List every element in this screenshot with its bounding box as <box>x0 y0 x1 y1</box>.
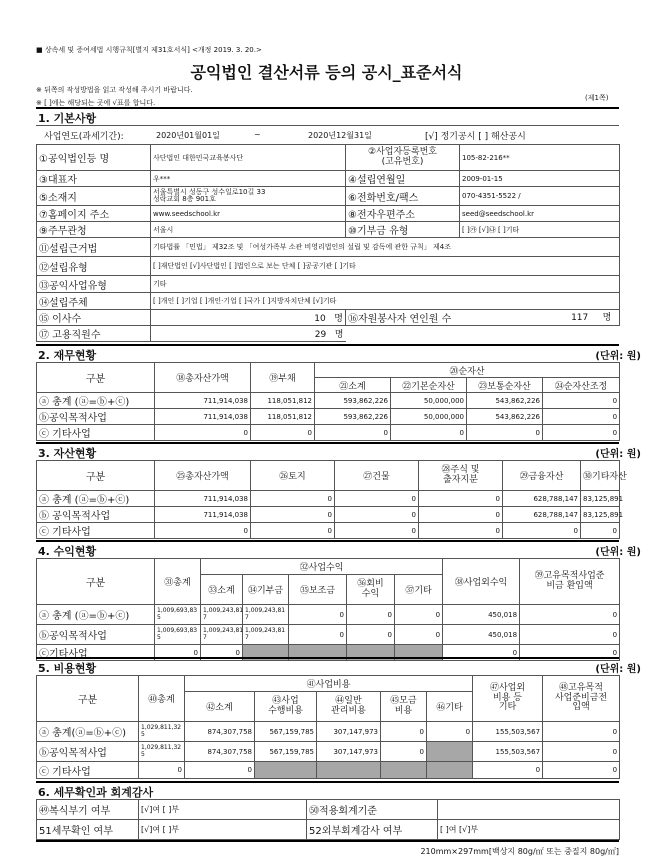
external-audit-label: 52외부회계감사 여부 <box>307 820 438 840</box>
donation-type-label: ⑩기부금 유형 <box>346 222 460 238</box>
finance-header-gubun: 구분 <box>37 363 155 393</box>
table-row <box>37 425 620 441</box>
expense-header-fundraising: ㊺모금 비용 <box>381 692 427 722</box>
founder-checkbox[interactable]: [ ]개인 [ ]기업 [ ]개인·기업 [ ]국가 [ ]지방자치단체 [√]기타 <box>151 293 620 310</box>
cell: 0 <box>335 491 419 507</box>
cell: 0 <box>251 491 335 507</box>
cell: 0 <box>251 425 315 441</box>
cell: 1,009,243,81 7 <box>201 625 243 645</box>
cell: 450,018 <box>443 605 520 625</box>
fiscal-year-start: 2020년01월01일 <box>156 131 220 140</box>
email-label: ⑧전자우편주소 <box>346 206 460 222</box>
homepage-value: www.seedschool.kr <box>151 206 346 222</box>
income-header-donation: ㉞기부금 <box>243 575 289 605</box>
assets-header-stocks: ㉘주식 및 출자지분 <box>419 461 503 491</box>
table-row <box>37 722 620 742</box>
expense-header-other: ㊻기타 <box>427 692 473 722</box>
cell: 0 <box>381 722 427 742</box>
income-table <box>36 558 620 661</box>
finance-header-debt: ⑲부채 <box>251 363 315 393</box>
cell: 83,125,891 <box>581 491 620 507</box>
finance-header-net-assets: ⑳순자산 <box>315 363 620 378</box>
income-unit: (단위: 원) <box>595 547 641 558</box>
cell: 450,018 <box>443 625 520 645</box>
finance-header-adjust: ㉔순자산조정 <box>543 378 620 393</box>
directors-label: ⑮ 이사수 <box>37 310 151 326</box>
finance-unit: (단위: 원) <box>595 351 641 362</box>
finance-header-total-assets: ⑱총자산가액 <box>155 363 251 393</box>
form-reference: ■ 상속세 및 증여세법 시행규칙[별지 제31호서식] <개정 2019. 3. 20.> <box>36 46 262 54</box>
income-header-gubun: 구분 <box>37 559 155 605</box>
org-name-value: 사단법인 대한민국교육봉사단 <box>151 145 346 171</box>
cell: 543,862,226 <box>467 393 543 409</box>
cell: 0 <box>419 507 503 523</box>
cell: 50,000,000 <box>391 393 467 409</box>
email-value: seed@seedschool.kr <box>460 206 620 222</box>
cell: 0 <box>155 645 201 661</box>
expense-header-subtotal: ㊷소계 <box>185 692 255 722</box>
cell: 0 <box>419 491 503 507</box>
cell: 0 <box>467 425 543 441</box>
cell: 0 <box>395 625 443 645</box>
income-header-other: ㊲기타 <box>395 575 443 605</box>
legal-basis-value: 기타법률 「민법」 제32조 및 「여성가족부 소관 비영리법인의 설립 및 감독에 관한 규칙」 제4조 <box>151 238 620 257</box>
founded-date-label: ④설립연월일 <box>346 171 460 187</box>
finance-row-label: ⓒ 기타사업 <box>37 425 155 441</box>
authority-label: ⑨주무관청 <box>37 222 151 238</box>
cell: 711,914,038 <box>155 409 251 425</box>
staff-unit: 명 <box>334 330 344 340</box>
cell: 1,009,243,81 7 <box>243 605 289 625</box>
table-row <box>37 605 620 625</box>
cell: 0 <box>251 523 335 539</box>
income-header-subtotal: ㉝소계 <box>201 575 243 605</box>
phone-fax-value: 070-4351-5522 / <box>460 187 620 206</box>
finance-row-label: ⓑ공익목적사업 <box>37 409 155 425</box>
cell: 0 <box>543 762 620 779</box>
representative-value: 우*** <box>151 171 346 187</box>
finance-row-label: ⓐ 총계 (ⓐ=ⓑ+ⓒ) <box>37 393 155 409</box>
assets-unit: (단위: 원) <box>595 449 641 460</box>
finance-header-subtotal: ㉑소계 <box>315 378 391 393</box>
directors-unit: 명 <box>334 314 343 324</box>
cell: 593,862,226 <box>315 393 391 409</box>
section-income-heading: 4. 수익현황 <box>38 545 97 558</box>
finance-header-normal-net: ㉓보통순자산 <box>467 378 543 393</box>
cell: 0 <box>139 762 185 779</box>
table-row <box>37 762 620 779</box>
expense-header-reserve: ㊽고유목적 사업준비금전 입액 <box>543 676 620 722</box>
cell: 0 <box>391 425 467 441</box>
staff-label: ⑰ 고용직원수 <box>37 326 151 342</box>
basic-info-table <box>36 144 620 342</box>
cell: 0 <box>419 523 503 539</box>
cell: 0 <box>395 605 443 625</box>
volunteer-count: 117 <box>571 313 589 323</box>
expense-header-execution: ㊸사업 수행비용 <box>255 692 317 722</box>
income-header-membership: ㊱회비 수익 <box>347 575 395 605</box>
cell: 0 <box>347 625 395 645</box>
assets-header-gubun: 구분 <box>37 461 155 491</box>
cell: 0 <box>543 425 620 441</box>
business-number-value: 105-82-216** <box>460 145 620 171</box>
cell: 1,009,243,81 7 <box>201 605 243 625</box>
income-header-business: ㉜사업수익 <box>201 559 443 575</box>
expense-header-admin: ㊹일반 관리비용 <box>317 692 381 722</box>
assets-header-total: ㉕총자산가액 <box>155 461 251 491</box>
cell: 874,307,758 <box>185 722 255 742</box>
cell: 711,914,038 <box>155 507 251 523</box>
income-row-label: ⓒ기타사업 <box>37 645 155 661</box>
finance-table <box>36 362 620 441</box>
org-name-label: ①공익법인등 명 <box>37 145 151 171</box>
cell: 0 <box>581 523 620 539</box>
cell: 83,125,891 <box>581 507 620 523</box>
bookkeeping-checkbox[interactable]: [√]여 [ ]부 <box>139 800 307 820</box>
cell: 0 <box>315 425 391 441</box>
cell: 0 <box>289 605 347 625</box>
cell: 307,147,973 <box>317 722 381 742</box>
business-type-value: 기타 <box>151 276 620 293</box>
section-expense-heading: 5. 비용현황 <box>38 662 97 675</box>
expense-table <box>36 675 620 779</box>
income-row-label: ⓑ공익목적사업 <box>37 625 155 645</box>
legal-basis-label: ⑪설립근거법 <box>37 238 151 257</box>
expense-row-label: ⓐ 총계(ⓐ=ⓑ+ⓒ) <box>37 722 139 742</box>
bookkeeping-label: ㊾복식부기 여부 <box>37 800 139 820</box>
cell: 0 <box>543 409 620 425</box>
expense-header-non-business: ㊼사업외 비용 등 기타 <box>473 676 543 722</box>
paper-spec-footer: 210mm×297mm[백상지 80g/㎡ 또는 중질지 80g/㎡] <box>420 847 619 856</box>
cell: 0 <box>155 425 251 441</box>
assets-row-label: ⓒ 기타사업 <box>37 523 155 539</box>
cell: 0 <box>381 742 427 762</box>
accounting-standard-label: ㊿적용회계기준 <box>307 800 438 820</box>
expense-unit: (단위: 원) <box>595 664 641 675</box>
table-row <box>37 507 620 523</box>
note-2: ※ [ ]에는 해당되는 곳에 √표를 합니다. <box>36 99 156 107</box>
cell: 0 <box>520 645 620 661</box>
founding-type-label: ⑫설립유형 <box>37 257 151 276</box>
fiscal-year-label: 사업연도(과세기간): <box>44 132 124 142</box>
cell: 0 <box>503 523 581 539</box>
income-header-subsidy: ㉟보조금 <box>289 575 347 605</box>
cell: 307,147,973 <box>317 742 381 762</box>
assets-header-building: ㉗건물 <box>335 461 419 491</box>
representative-label: ③대표자 <box>37 171 151 187</box>
cell: 628,788,147 <box>503 507 581 523</box>
expense-row-label: ⓑ공익목적사업 <box>37 742 139 762</box>
page-number: (제1쪽) <box>585 94 609 102</box>
directors-count: 10 <box>314 314 326 324</box>
audit-table <box>36 799 620 840</box>
founded-date-value: 2009-01-15 <box>460 171 620 187</box>
cell: 0 <box>520 605 620 625</box>
cell: 0 <box>201 645 243 661</box>
cell: 0 <box>427 722 473 742</box>
expense-header-business: ㊶사업비용 <box>185 676 473 692</box>
staff-count: 29 <box>314 330 327 340</box>
business-number-label: ②사업자등록번호 (고유번호) <box>346 145 460 171</box>
donation-type-checkbox[interactable]: [ ]㉮ [√]㉯ [ ]기타 <box>460 222 620 238</box>
cell: 0 <box>251 507 335 523</box>
founder-label: ⑭설립주체 <box>37 293 151 310</box>
authority-value: 서울시 <box>151 222 346 238</box>
cell: 0 <box>543 393 620 409</box>
business-type-label: ⑬공익사업유형 <box>37 276 151 293</box>
cell: 567,159,785 <box>255 722 317 742</box>
assets-header-other: ㉚기타자산 <box>581 461 620 491</box>
assets-header-financial: ㉙금융자산 <box>503 461 581 491</box>
cell: 0 <box>520 625 620 645</box>
assets-table <box>36 460 627 539</box>
table-row <box>37 409 620 425</box>
accounting-standard-value <box>438 800 620 820</box>
cell: 0 <box>155 523 251 539</box>
disclosure-type-checkbox[interactable]: [√] 정기공시 [ ] 해산공시 <box>425 132 526 142</box>
volunteer-unit: 명 <box>602 313 612 323</box>
cell: 0 <box>543 742 620 762</box>
cell: 711,914,038 <box>155 491 251 507</box>
phone-fax-label: ⑥전화번호/팩스 <box>346 187 460 206</box>
cell: 50,000,000 <box>391 409 467 425</box>
cell: 0 <box>335 523 419 539</box>
table-row <box>37 742 620 762</box>
table-row <box>37 491 620 507</box>
volunteer-label: ⑯자원봉사자 연인원 수 <box>348 314 452 325</box>
cell: 0 <box>543 722 620 742</box>
cell: 0 <box>335 507 419 523</box>
expense-header-gubun: 구분 <box>37 676 139 722</box>
income-header-reserve: ㊴고유목적사업준 비금 환입액 <box>520 559 620 605</box>
table-row <box>37 625 620 645</box>
income-header-non-business: ㊳사업외수익 <box>443 559 520 605</box>
income-header-total: ㉛총계 <box>155 559 201 605</box>
cell: 1,029,811,32 5 <box>139 742 185 762</box>
cell: 1,009,243,81 7 <box>243 625 289 645</box>
cell: 874,307,758 <box>185 742 255 762</box>
cell: 0 <box>443 645 520 661</box>
section-assets-heading: 3. 자산현황 <box>38 447 97 460</box>
page-title: 공익법인 결산서류 등의 공시_표준서식 <box>190 63 463 82</box>
cell: 1,009,693,83 5 <box>155 625 201 645</box>
cell: 118,051,812 <box>251 409 315 425</box>
table-row <box>37 523 620 539</box>
assets-row-label: ⓐ 총계 (ⓐ=ⓑ+ⓒ) <box>37 491 155 507</box>
cell: 118,051,812 <box>251 393 315 409</box>
founding-type-checkbox[interactable]: [ ]재단법인 [√]사단법인 [ ]법인으로 보는 단체 [ ]공공기관 [ ]기타 <box>151 257 620 276</box>
tax-check-label: 51세무확인 여부 <box>37 820 139 840</box>
cell: 1,029,811,32 5 <box>139 722 185 742</box>
cell: 567,159,785 <box>255 742 317 762</box>
section-basic-heading: 1. 기본사항 <box>38 112 97 125</box>
cell: 711,914,038 <box>155 393 251 409</box>
finance-header-basic-net: ㉒기본순자산 <box>391 378 467 393</box>
income-row-label: ⓐ 총계 (ⓐ=ⓑ+ⓒ) <box>37 605 155 625</box>
expense-header-total: ㊵총계 <box>139 676 185 722</box>
external-audit-checkbox[interactable]: [ ]여 [√]부 <box>438 820 620 840</box>
cell: 628,788,147 <box>503 491 581 507</box>
tax-check-checkbox[interactable]: [√]여 [ ]부 <box>139 820 307 840</box>
cell: 0 <box>289 625 347 645</box>
cell: 155,503,567 <box>473 722 543 742</box>
assets-row-label: ⓑ 공익목적사업 <box>37 507 155 523</box>
cell: 155,503,567 <box>473 742 543 762</box>
fiscal-year-tilde: ~ <box>254 130 261 139</box>
cell: 593,862,226 <box>315 409 391 425</box>
cell: 1,009,693,83 5 <box>155 605 201 625</box>
fiscal-year-end: 2020년12월31일 <box>308 131 372 140</box>
cell: 0 <box>185 762 255 779</box>
section-audit-heading: 6. 세무확인과 회계감사 <box>38 786 154 799</box>
homepage-label: ⑦홈페이지 주소 <box>37 206 151 222</box>
address-label: ⑤소재지 <box>37 187 151 206</box>
expense-row-label: ⓒ 기타사업 <box>37 762 139 779</box>
cell: 543,862,226 <box>467 409 543 425</box>
assets-header-land: ㉖토지 <box>251 461 335 491</box>
table-row <box>37 393 620 409</box>
note-1: ※ 뒤쪽의 작성방법을 읽고 작성해 주시기 바랍니다. <box>36 86 193 94</box>
cell: 0 <box>347 605 395 625</box>
section-finance-heading: 2. 재무현황 <box>38 349 97 362</box>
address-value: 서울특별시 성동구 성수일로10길 33 성락교회 8층 901호 <box>151 187 346 206</box>
cell: 0 <box>473 762 543 779</box>
